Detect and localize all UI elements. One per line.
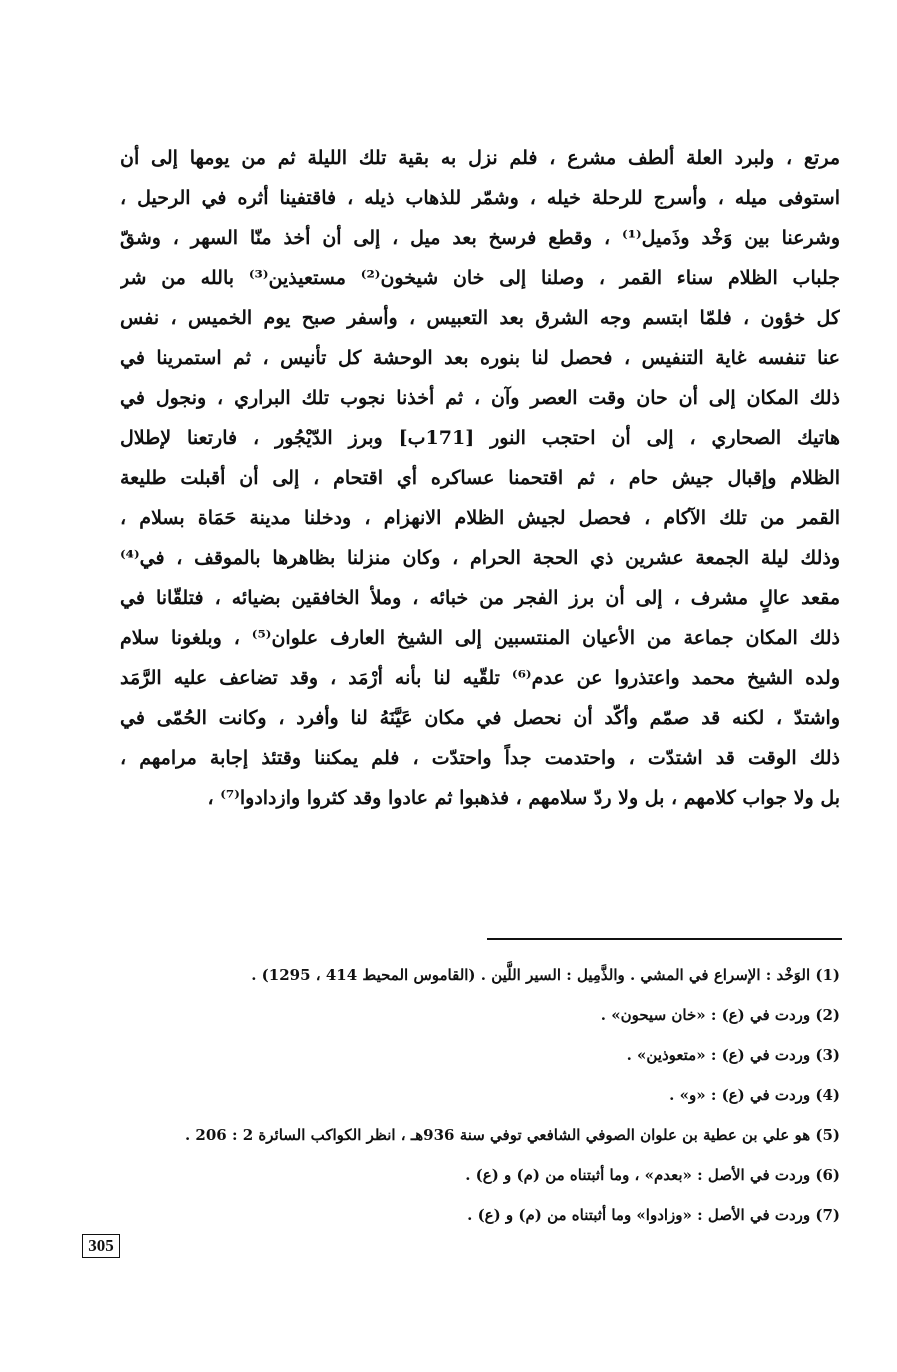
- text-line: هاتيك الصحاري ، إلى أن احتجب النور [171ب] وبرز الدّيْجُور ، فارتعنا لإطلال: [120, 427, 840, 449]
- text-line: استوفى ميله ، وأسرج للرحلة خيله ، وشمّر للذهاب ذيله ، فاقتفينا أثره في الرحيل ،: [120, 187, 840, 209]
- text-line: ولده الشيخ محمد واعتذروا عن عدم⁽⁶⁾ تلقّيه لنا بأنه أرْمَد ، وقد تضاعف عليه الرَّمَد: [120, 667, 840, 689]
- page-number: 305: [82, 1234, 120, 1258]
- footnotes-block: [150, 955, 840, 1235]
- text-line: جلباب الظلام سناء القمر ، وصلنا إلى خان شيخون⁽²⁾ مستعيذين⁽³⁾ بالله من شر: [120, 267, 840, 289]
- text-line: ذلك الوقت قد اشتدّت ، واحتدمت جداً واحتدّت ، فلم يمكننا وقتئذ إجابة مرامهم ،: [120, 747, 840, 769]
- footnote: (1) الوَخْد : الإسراع في المشي . والذَّمِيل : السير اللَّين . (القاموس المحيط 414 ، 1295) .: [251, 966, 840, 984]
- footnote: (7) وردت في الأصل : «وزادوا» وما أثبتناه من (م) و (ع) .: [467, 1206, 840, 1224]
- text-line: الظلام وإقبال جيش حام ، ثم اقتحمنا عساكره أي اقتحام ، إلى أن أقبلت طليعة: [120, 467, 840, 489]
- footnote: (5) هو علي بن عطية بن علوان الصوفي الشافعي توفي سنة 936هـ ، انظر الكواكب السائرة 2 : 206 .: [184, 1126, 840, 1144]
- text-line: وذلك ليلة الجمعة عشرين ذي الحجة الحرام ، وكان منزلنا بظاهرها بالموقف ، في⁽⁴⁾: [120, 547, 840, 569]
- text-line: بل ولا جواب كلامهم ، بل ولا ردّ سلامهم ، فذهبوا ثم عادوا وقد كثروا وازدادوا⁽⁷⁾ ،: [207, 787, 840, 809]
- footnote: (4) وردت في (ع) : «و» .: [669, 1086, 840, 1104]
- text-line: القمر من تلك الآكام ، فحصل لجيش الظلام الانهزام ، ودخلنا مدينة حَمَاة بسلام ،: [120, 507, 840, 529]
- text-line: مرتع ، ولبرد العلة ألطف مشرع ، فلم نزل به بقية تلك الليلة ثم من يومها إلى أن: [120, 147, 840, 169]
- footnote: (6) وردت في الأصل : «بعدم» ، وما أثبتناه من (م) و (ع) .: [465, 1166, 840, 1184]
- main-text-block: [120, 138, 840, 818]
- footnote: (3) وردت في (ع) : «متعوذين» .: [626, 1046, 840, 1064]
- text-line: وشرعنا بين وَخْد وذَميل⁽¹⁾ ، وقطع فرسخ بعد ميل ، إلى أن أخذ منّا السهر ، وشقّ: [120, 227, 840, 249]
- text-line: واشتدّ ، لكنه قد صمّم وأكّد أن نحصل في مكان عَيَّنَهُ لنا وأفرد ، وكانت الحُمّى في: [120, 707, 840, 729]
- text-line: ذلك المكان إلى أن حان وقت العصر وآن ، ثم أخذنا نجوب تلك البراري ، ونجول في: [120, 387, 840, 409]
- text-line: ذلك المكان جماعة من الأعيان المنتسبين إلى الشيخ العارف علوان⁽⁵⁾ ، وبلغونا سلام: [120, 627, 840, 649]
- text-line: عنا تنفسه غاية التنفيس ، فحصل لنا بنوره بعد الوحشة كل تأنيس ، ثم استمرينا في: [120, 347, 840, 369]
- footnote: (2) وردت في (ع) : «خان سيحون» .: [600, 1006, 840, 1024]
- footnote-separator: [487, 938, 842, 940]
- text-line: مقعد عالٍ مشرف ، إلى أن برز الفجر من خبائه ، وملأ الخافقين بضيائه ، فتلقّانا في: [120, 587, 840, 609]
- text-line: كل خؤون ، فلمّا ابتسم وجه الشرق بعد التعبيس ، وأسفر صبح يوم الخميس ، نفس: [120, 307, 840, 329]
